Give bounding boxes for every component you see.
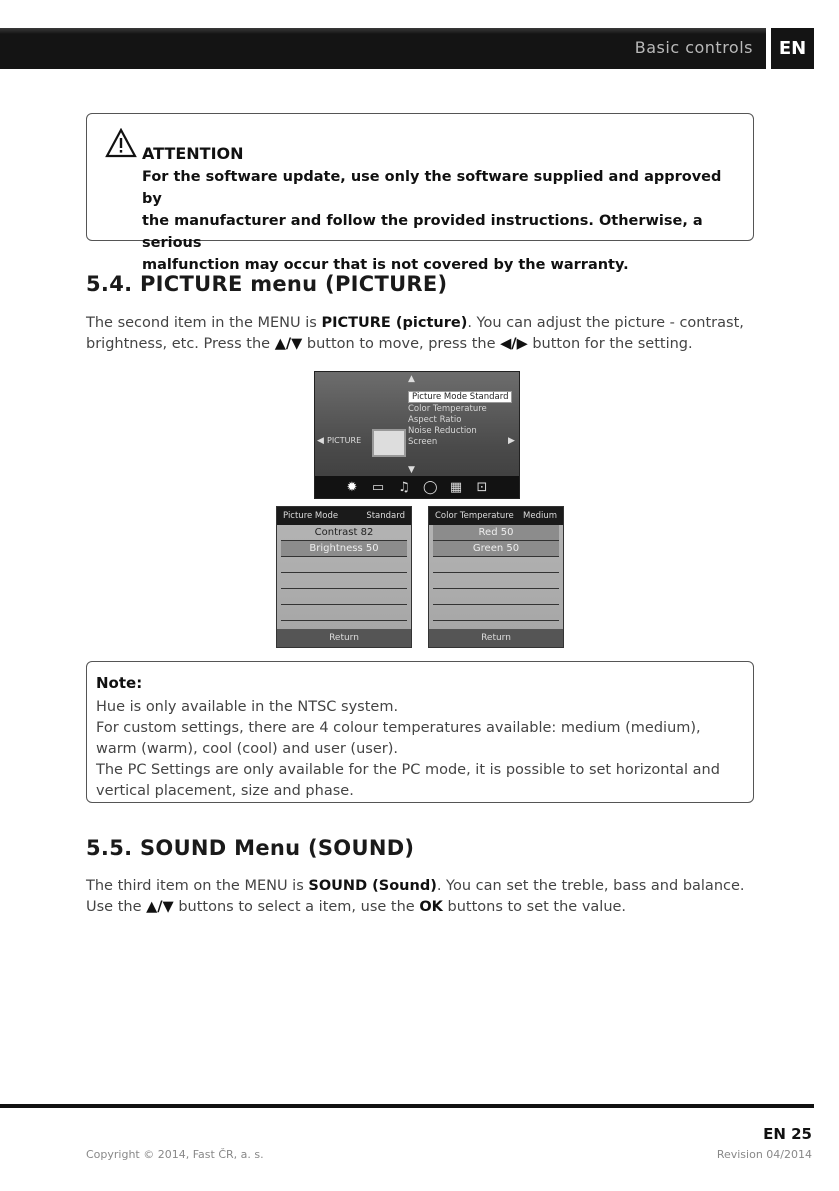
panel-row: Contrast 82	[281, 525, 407, 541]
note-title: Note:	[96, 674, 143, 692]
picture-section-heading: 5.4. PICTURE menu (PICTURE)	[86, 272, 448, 296]
osd-icon-bar	[315, 476, 519, 498]
panel-row	[433, 573, 559, 589]
panel-footer: Return	[429, 629, 563, 647]
osd-menu-item: Noise Reduction	[408, 426, 477, 436]
language-badge: EN	[771, 28, 814, 69]
panel-row: Brightness 50	[281, 541, 407, 557]
panel-footer: Return	[277, 629, 411, 647]
attention-line: malfunction may occur that is not covered by the warranty.	[142, 257, 629, 273]
attention-title: ATTENTION	[142, 144, 244, 163]
note-box	[86, 661, 754, 803]
picture-section-text	[86, 313, 756, 355]
right-arrow-icon: ▶	[508, 436, 515, 446]
ok-key: OK	[419, 899, 443, 915]
attention-box	[86, 113, 754, 273]
panel-row	[281, 573, 407, 589]
picture-keyword: PICTURE (picture)	[321, 315, 468, 331]
note-line: The PC Settings are only available for the PC mode, it is possible to set horizontal and	[96, 762, 720, 778]
osd-category-label: PICTURE	[327, 436, 362, 445]
picture-thumbnail-icon	[372, 429, 406, 457]
panel-header-value: Standard	[366, 511, 405, 521]
text-span: buttons to select a item, use the	[173, 899, 420, 915]
panel-row	[433, 557, 559, 573]
panel-row	[433, 605, 559, 621]
text-span: . You can adjust the picture - contrast, brightness, etc. Press the	[86, 315, 744, 352]
grid-icon: ▦	[449, 479, 463, 495]
gear-icon: ✹	[346, 479, 358, 495]
osd-picture-mode-panel	[276, 506, 412, 648]
text-span: button for the setting.	[527, 336, 693, 352]
lock-icon: ⊡	[476, 479, 488, 495]
left-arrow-icon: ◀	[317, 436, 324, 446]
panel-row: Red 50	[433, 525, 559, 541]
sound-section-text	[86, 876, 756, 918]
tv-icon: ▭	[371, 479, 385, 495]
footer-rule	[0, 1104, 814, 1108]
osd-menu-item: Picture Mode Standard	[408, 391, 512, 403]
panel-row	[281, 589, 407, 605]
osd-color-temperature-panel	[428, 506, 564, 648]
osd-menu-item: Screen	[408, 437, 438, 447]
text-span: button to move, press the	[302, 336, 501, 352]
down-arrow-icon: ▼	[408, 465, 415, 475]
section-title: Basic controls	[634, 38, 753, 57]
text-span: The third item on the MENU is	[86, 878, 309, 894]
text-span: . You can set the treble, bass and balance. Use the	[86, 878, 745, 915]
osd-menu-item: Color Temperature	[408, 404, 487, 414]
attention-line: the manufacturer and follow the provided instructions. Otherwise, a serious	[142, 213, 703, 251]
attention-text	[142, 166, 722, 276]
panel-header	[277, 507, 411, 525]
note-line: Hue is only available in the NTSC system.	[96, 699, 399, 715]
note-line: warm (warm), cool (cool) and user (user).	[96, 741, 398, 757]
panel-header-label: Color Temperature	[435, 511, 514, 521]
text-span: buttons to set the value.	[442, 899, 627, 915]
attention-line: For the software update, use only the software supplied and approved by	[142, 169, 722, 207]
copyright: Copyright © 2014, Fast ČR, a. s.	[86, 1148, 264, 1161]
clock-icon: ◯	[423, 479, 438, 495]
warning-triangle-icon	[105, 128, 137, 158]
sound-section-heading: 5.5. SOUND Menu (SOUND)	[86, 836, 415, 860]
panel-row: Green 50	[433, 541, 559, 557]
nav-keys: ▲/▼	[274, 336, 303, 352]
note-line: vertical placement, size and phase.	[96, 783, 354, 799]
panel-header-label: Picture Mode	[283, 511, 339, 521]
osd-picture-menu-image	[314, 371, 520, 499]
panel-header	[429, 507, 563, 525]
note-line: For custom settings, there are 4 colour temperatures available: medium (medium),	[96, 720, 701, 736]
nav-keys: ▲/▼	[146, 899, 174, 915]
revision: Revision 04/2014	[716, 1148, 812, 1161]
header-bar-highlight	[0, 28, 766, 34]
page-number: EN 25	[763, 1125, 812, 1143]
set-keys: ◀/▶	[500, 336, 528, 352]
note-text	[96, 697, 746, 802]
osd-menu-item: Aspect Ratio	[408, 415, 462, 425]
text-span: The second item in the MENU is	[86, 315, 322, 331]
panel-header-value: Medium	[523, 511, 557, 521]
panel-row	[281, 605, 407, 621]
music-icon: ♫	[398, 479, 410, 495]
panel-row	[433, 589, 559, 605]
up-arrow-icon: ▲	[408, 374, 415, 384]
panel-row	[281, 557, 407, 573]
sound-keyword: SOUND (Sound)	[308, 878, 437, 894]
